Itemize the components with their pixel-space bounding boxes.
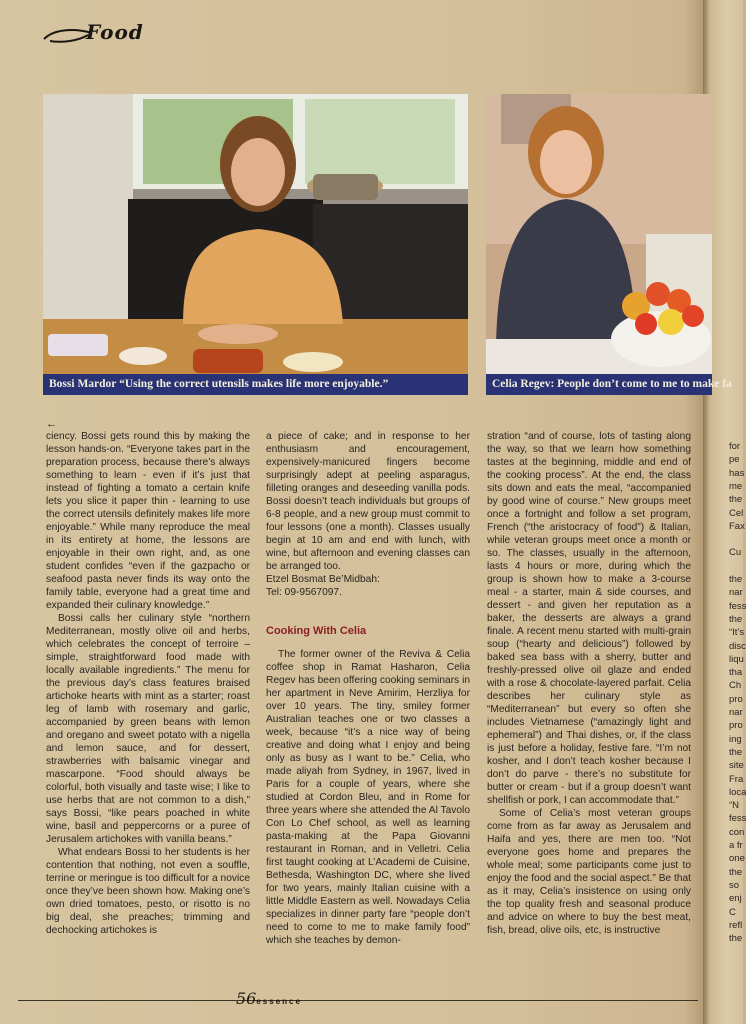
next-page-fragment: fess: [729, 813, 746, 825]
next-page-fragment: fess: [729, 600, 746, 612]
next-page-fragment: liqu: [729, 653, 744, 665]
next-page-fragment: the: [729, 746, 743, 758]
article-column-2: [266, 430, 470, 947]
paragraph: Some of Celia’s most veteran groups come from as far away as Jerusalem and Haifa and yes, there are men too. “Not everyone goes home and prepares the whole meal; some participants come just to enjoy the food and the social aspect.” Be that as it may, Celia’s insistence on using only the top quality fresh and seasonal produce and advice on where to buy the best meat, fish, bread, olive oils, etc, is instructive: [487, 808, 691, 936]
photo-caption-right: Celia Regev: People don’t come to me to make fa: [486, 374, 712, 395]
magazine-name: essence: [256, 997, 302, 1006]
next-page-fragment: so: [729, 879, 740, 891]
continuation-arrow-icon: ←: [46, 418, 57, 430]
next-page-fragment: Fax: [729, 520, 745, 532]
paragraph: Bossi calls her culinary style “northern Mediterranean, mostly olive oil and herbs, which celebrates the concept of terroire – simple, straightforward food made with locally available ingredients.” The menu for the previous day’s class features braised artichoke hearts with mint as a starter; roast leg of lamb with rosemary and garlic, accompanied by green beans with lemon and oregano and sweet potato with a nigella and lemon sauce, and for dessert, strawberries with balsamic vinegar and mascarpone. “Food should always be colorful, both visually and taste wise; I like to use herbs that are not common to a dish,” says Bossi, “like pears poached in white wine, basil and peppercorns or a puree of Jerusalem artichokes with vanilla beans.”: [46, 613, 250, 845]
next-page-fragment: Fra: [729, 773, 744, 785]
next-page-fragment: me: [729, 480, 743, 492]
next-page-fragment: enj: [729, 893, 742, 905]
page-number: 56: [236, 989, 257, 1008]
next-page-fragment: the: [729, 574, 743, 585]
next-page-fragment: nar: [729, 707, 743, 718]
next-page-fragment: “N: [729, 800, 740, 812]
paragraph: a piece of cake; and in response to her enthusiasm and encouragement, expensively-manicured fingers become surprisingly adept at peeling asparagus, filleting oranges and deseeding vanilla pods. Bossi doesn’t teach individuals but groups of 6-8 people, and a new group must commit to four lessons (one a month). Classes usually begin at 10 am and end with lunch, with wine, but afternoon and evening classes can be arranged too.: [266, 431, 470, 572]
next-page-fragment: pro: [729, 720, 743, 732]
next-page-fragment: the: [729, 613, 743, 625]
paragraph: ciency. Bossi gets round this by making the lesson hands-on. “Everyone takes part in the preparation process, because there’s always something to learn - even if it’s just that instead of fighting a tomato a certain knife lets you slice it paper thin - learning to use the correct utensils definitely makes life more enjoyable.” While many reproduce the meal in its entirety at home, the lessons are enjoyable in their own right, and, as one student confides “even if the gazpacho or seafood pasta never finds its way onto the family table, everyone had a great time and expanded their culinary knowledge.”: [46, 431, 250, 611]
section-subheading: Cooking With Celia: [266, 625, 367, 637]
article-column-1: [46, 430, 250, 937]
next-page-fragment: pe: [729, 454, 740, 466]
next-page-fragment: one: [729, 853, 745, 865]
next-page-fragment: the: [729, 933, 743, 945]
next-page-fragment: Cel: [729, 507, 744, 519]
page-folio: [236, 989, 302, 1008]
next-page-fragment: Cu: [729, 547, 742, 559]
next-page-fragment: ing: [729, 733, 742, 745]
next-page-fragment: loca: [729, 786, 746, 798]
contact-phone: Tel: 09-9567097.: [266, 587, 342, 598]
next-page-fragment: pro: [729, 693, 743, 705]
next-page-fragment: the: [729, 494, 743, 506]
next-page-fragment: refl: [729, 919, 743, 931]
next-page-fragment: disc: [729, 640, 746, 652]
paragraph: stration “and of course, lots of tasting along the way, so that we learn how something tastes at the beginning, middle and end of the cooking process”. At the end, the class sits down and eats the meal, “accompanied by good wine of course.” New groups meet once a fortnight and follow a set program, French (“the aristocracy of food”) & Italian, while veteran groups meet once a month or so. The classes, usually in the afternoon, lasts 4 hours or more, during which the group is shown how to make a 3-course meal - a starter, main & side courses, and dessert - and given her reputation as a baker, the desserts are always a grand finale. A recent menu started with multi-grain soup (“hearty and delicious”) followed by baked sea bass with a sherry, butter and freshly-pressed olive oil glaze and ended with a rose & chocolate-layered parfait. Celia describes her culinary style as “Mediterranean” but every so often she includes Vietnamese (“amazingly light and ephemeral”) and Thai dishes, or, if the class is just before a holiday, festive fare. “I’m not kosher, and I don’t teach kosher because I don’t do parve - there’s no substitute for butter or cream - but if a group doesn’t want shellfish or pork, I can accommodate that.”: [487, 431, 691, 806]
photo-caption-left: Bossi Mardor “Using the correct utensils makes life more enjoyable.”: [43, 374, 468, 395]
next-page-fragment: site: [729, 760, 744, 772]
next-page-fragment: has: [729, 467, 745, 479]
next-page-fragment: tha: [729, 667, 743, 679]
next-page-fragment: Ch: [729, 680, 742, 692]
photo-bossi-mardor: [43, 94, 468, 376]
next-page-fragment: the: [729, 866, 743, 878]
section-title: Food: [86, 20, 144, 44]
next-page-fragment: “It’s: [729, 627, 745, 639]
paragraph: The former owner of the Reviva & Celia coffee shop in Ramat Hasharon, Celia Regev has been offering cooking seminars in her apartment in Neve Amirim, Herzliya for over 10 years. The tiny, smiley former Australian teaches one or two classes a week, because “it’s a nice way of being creative and doing what I enjoy and being only as busy as I want to be.” Celia, who made aliyah from Sydney, in 1967, lived in Paris for a couple of years, where she studied at Cordon Bleu, and in Rome for three years where she attended the Al Tavolo Con Lo Chef school, as well as learning pasta-making at the Papa Giovanni restaurant in Roman, and in Velletri. Celia first taught cooking at L’Academi de Cuisine, Bethesda, Washington DC, where she lived for two years, mainly Italian cuisine with a little Middle Eastern as well. Nowadays Celia specializes in dinner party fare “people don’t need to come to me to make family food” which she teaches by demon-: [266, 649, 470, 946]
article-column-3: [487, 430, 691, 937]
photo-celia-regev: [486, 94, 712, 376]
contact-name: Etzel Bosmat Be’Midbah:: [266, 574, 380, 585]
paragraph: What endears Bossi to her students is her contention that nothing, not even a souffle, terrine or meringue is too difficult for a novice once they’ve been shown how. Making one’s own dried tomatoes, pesto, or risotto is no big deal, she preaches; trimming and dechocking artichokes is: [46, 847, 250, 936]
next-page-fragment: nar: [729, 587, 743, 599]
next-page-fragment: for: [729, 441, 741, 452]
next-page-fragment: a fr: [729, 840, 743, 851]
next-page-fragment: C: [729, 906, 736, 918]
next-page-fragment: con: [729, 826, 745, 838]
footer-rule: [18, 1000, 698, 1001]
